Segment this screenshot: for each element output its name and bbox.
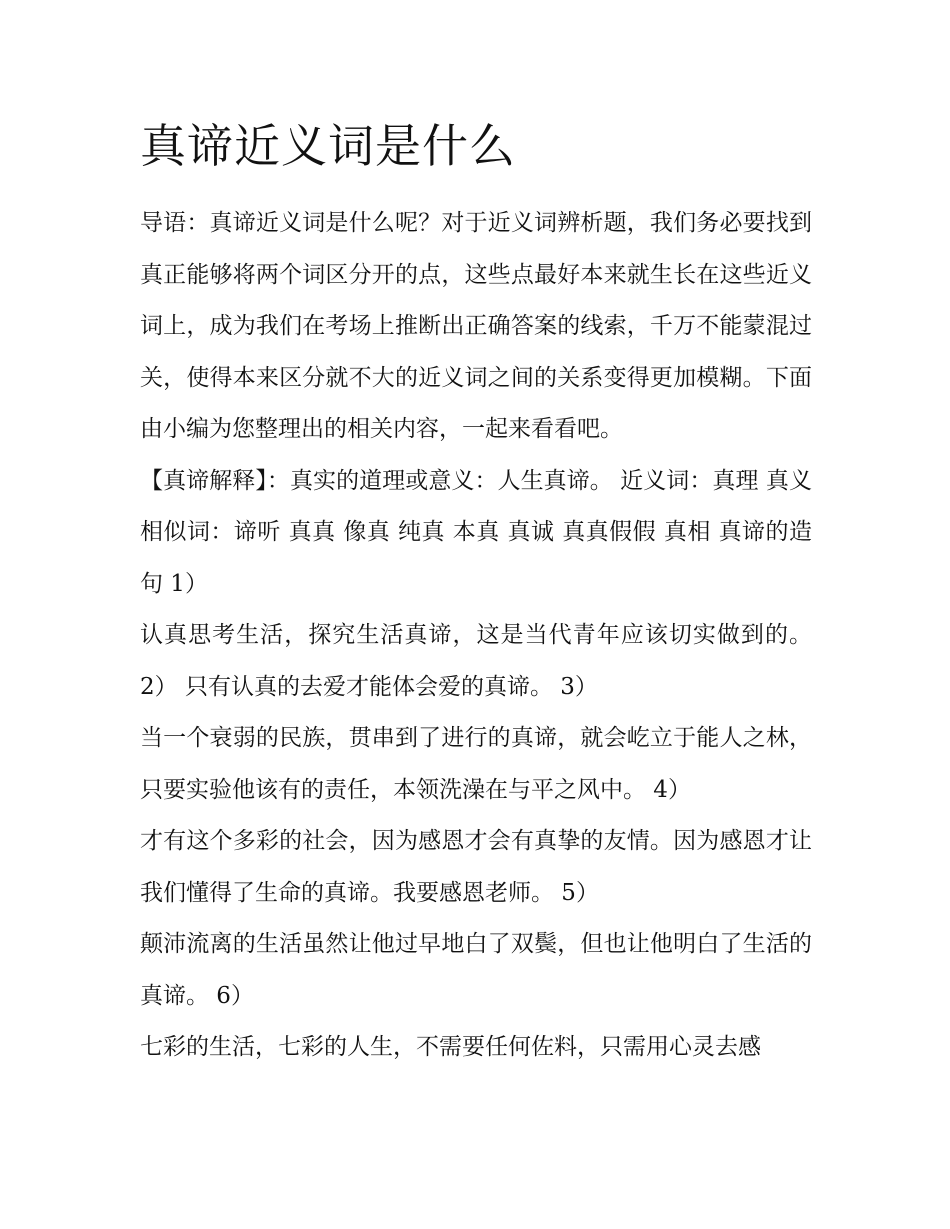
example-sentence-5: 颠沛流离的生活虽然让他过早地白了双鬓，但也让他明白了生活的真谛。 6） (140, 931, 812, 1009)
example-sentence-6: 七彩的生活，七彩的人生，不需要任何佐料，只需用心灵去感 (140, 1034, 761, 1060)
example-sentence-3: 当一个衰弱的民族，贯串到了进行的真谛，就会屹立于能人之林，只要实验他该有的责任，本领洗澡在与平之风中。 4） (140, 725, 812, 803)
document-page (140, 0, 812, 1074)
definition-paragraph: 【真谛解释】：真实的道理或意义：人生真谛。 近义词：真理 真义 相似词：谛听 真真 像真 纯真 本真 真诚 真真假假 真相 真谛的造句 1） (140, 467, 812, 597)
intro-paragraph: 导语：真谛近义词是什么呢？对于近义词辨析题，我们务必要找到真正能够将两个词区分开的点，这些点最好本来就生长在这些近义词上，成为我们在考场上推断出正确答案的线索，千万不能蒙混过关，使得本来区分就不大的近义词之间的关系变得更加模糊。下面由小编为您整理出的相关内容，一起来看看吧。 (140, 210, 812, 442)
example-sentence-4: 才有这个多彩的社会，因为感恩才会有真挚的友情。因为感恩才让我们懂得了生命的真谛。我要感恩老师。 5） (140, 828, 812, 906)
document-body (140, 198, 812, 1074)
document-title: 真谛近义词是什么 (140, 119, 516, 173)
example-sentence-1: 认真思考生活，探究生活真谛，这是当代青年应该切实做到的。 2） 只有认真的去爱才能体会爱的真谛。 3） (140, 622, 812, 700)
